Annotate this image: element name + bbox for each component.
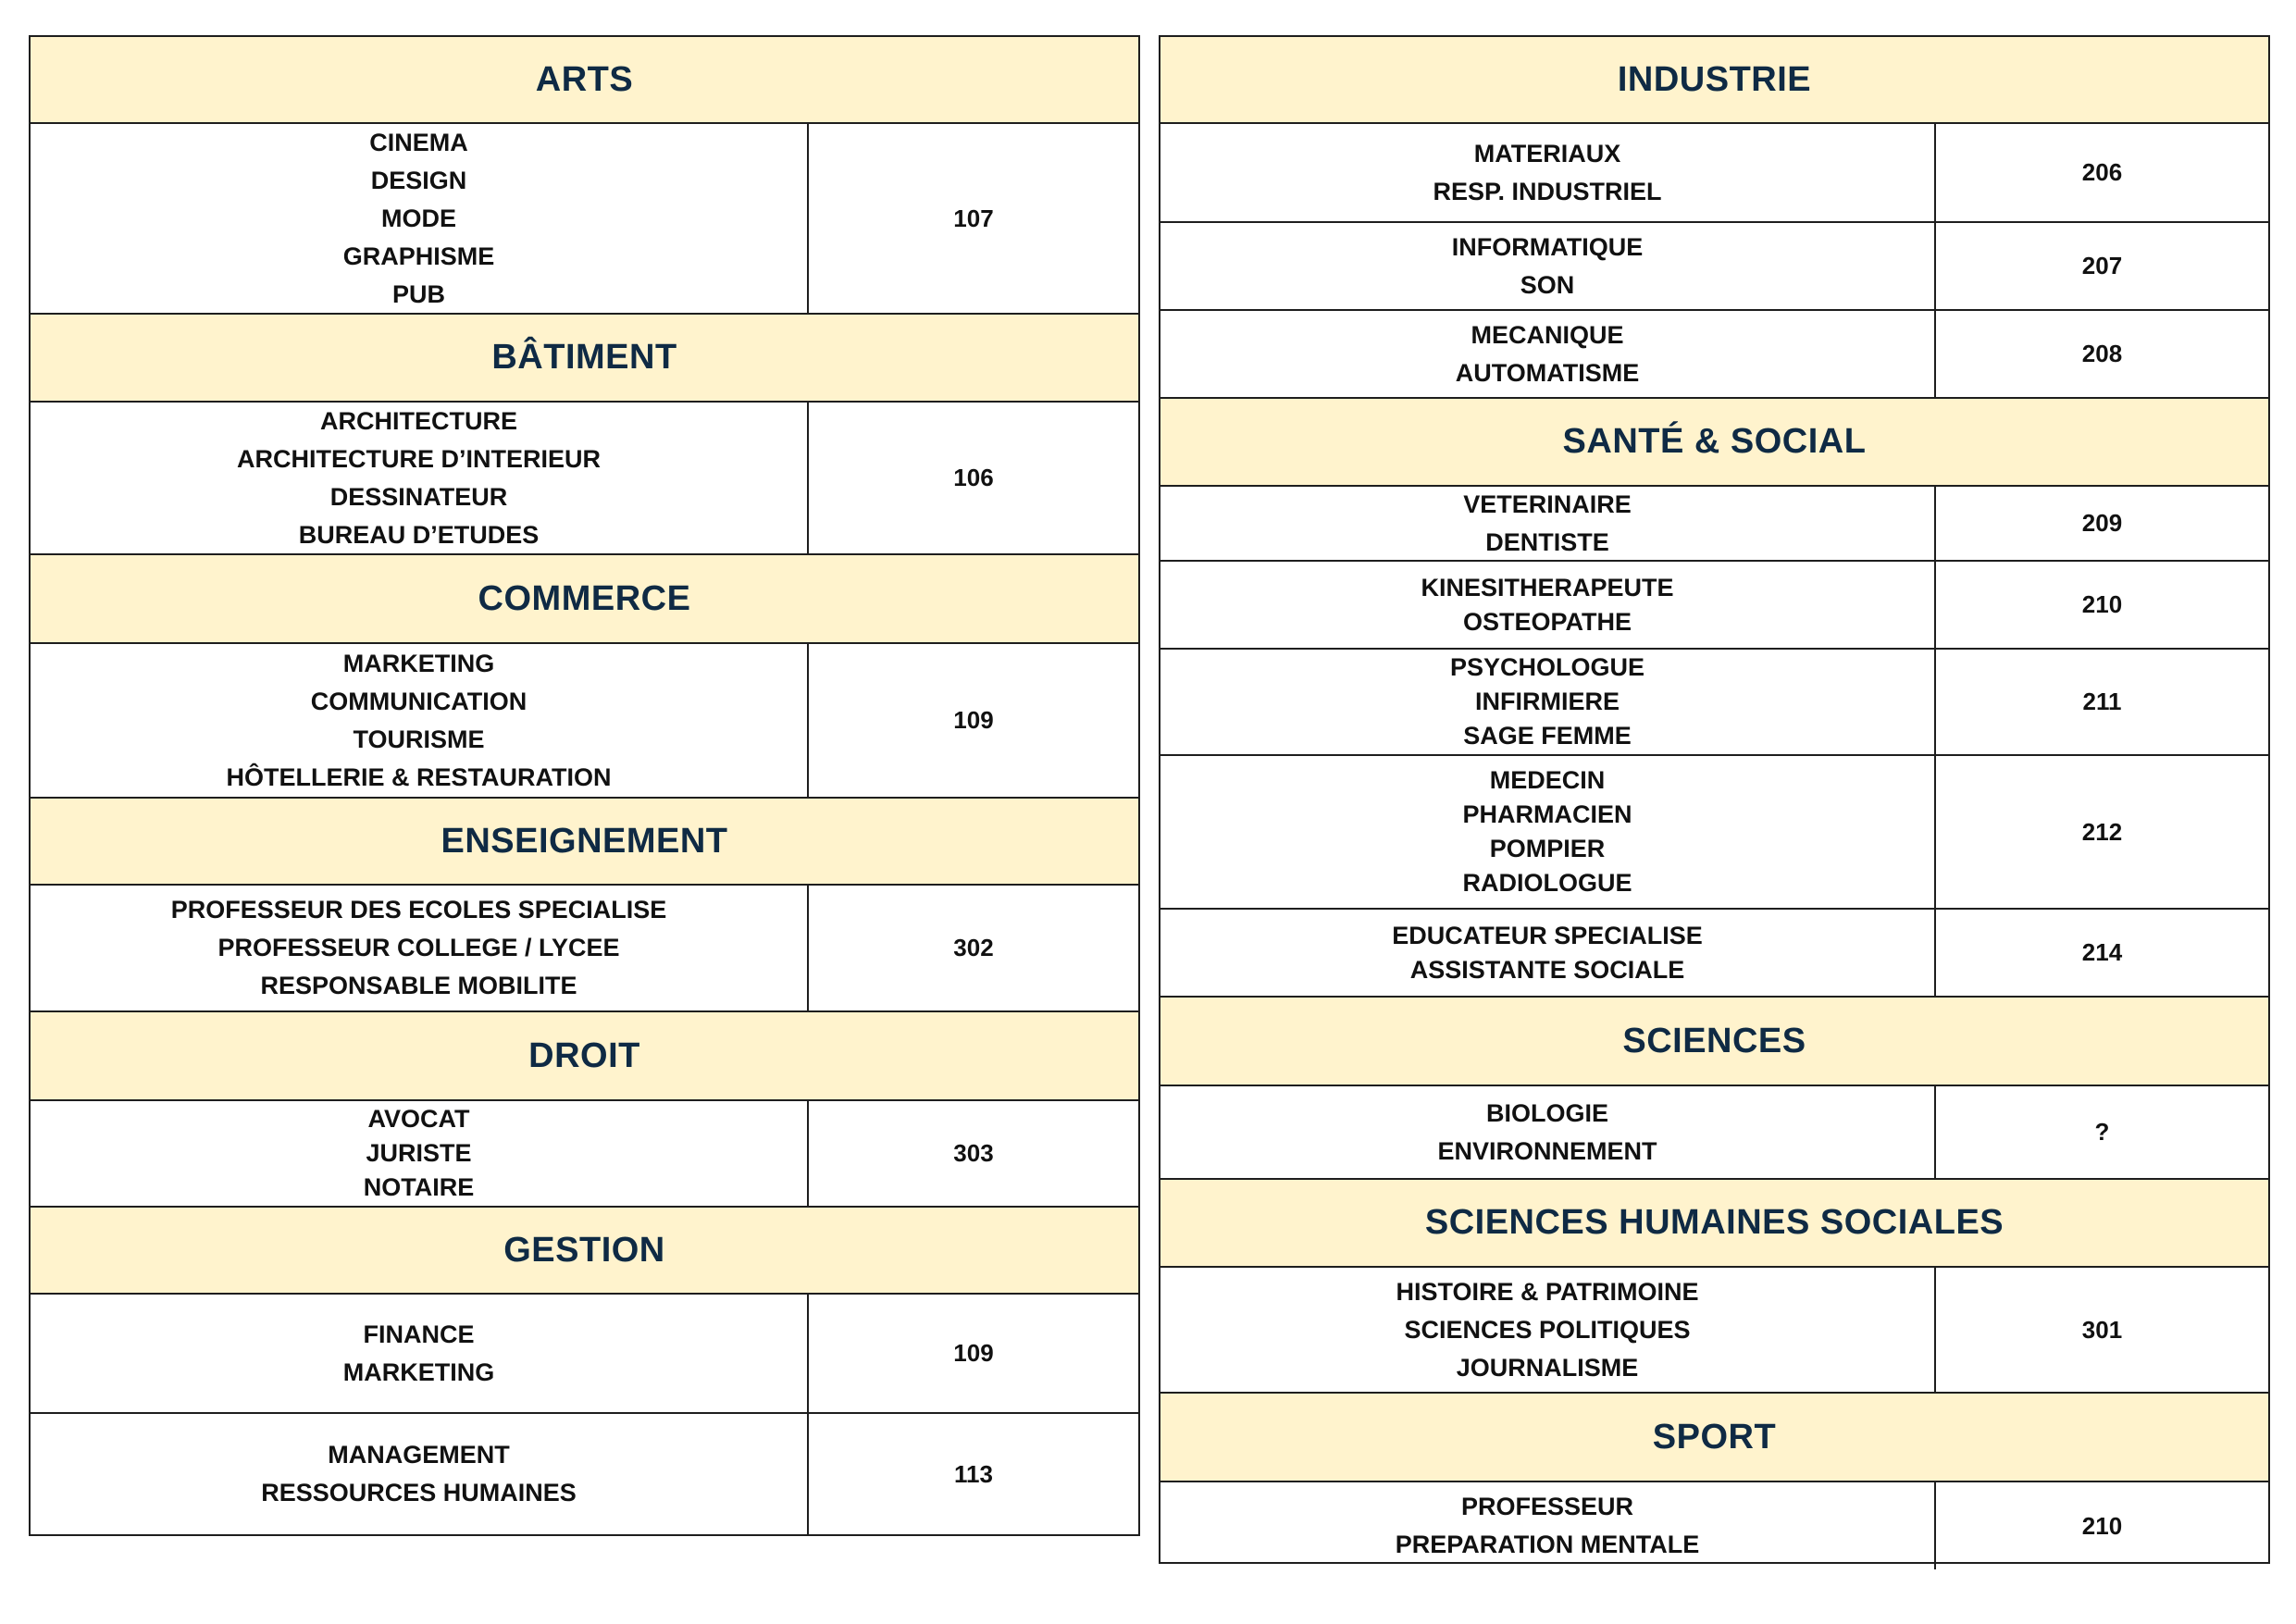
field-item: MEDECIN: [1489, 766, 1606, 794]
right-column-table: [1159, 35, 2270, 1564]
field-list: [31, 403, 809, 553]
section-title: SCIENCES: [1622, 1021, 1806, 1060]
field-item: MARKETING: [342, 1357, 495, 1386]
room-code: 207: [2081, 252, 2123, 279]
section-title: DROIT: [528, 1035, 640, 1075]
room-code: 212: [2081, 817, 2123, 846]
table-row: [31, 1414, 1138, 1534]
room-code: 208: [2081, 340, 2123, 367]
table-row: [1160, 910, 2268, 998]
field-list: [31, 124, 809, 313]
section-title: COMMERCE: [478, 578, 691, 618]
field-item: PUB: [391, 279, 445, 308]
section-header-sport: [1160, 1394, 2268, 1482]
field-item: PROFESSEUR DES ECOLES SPECIALISE: [170, 896, 667, 924]
section-header-droit: [31, 1012, 1138, 1101]
field-item: SCIENCES POLITIQUES: [1404, 1315, 1691, 1344]
field-list: [1160, 124, 1936, 221]
room-code: 206: [2081, 158, 2123, 186]
section-title: GESTION: [503, 1230, 665, 1270]
table-row: [1160, 487, 2268, 562]
field-item: FINANCE: [363, 1320, 475, 1348]
field-item: VETERINAIRE: [1463, 490, 1632, 518]
table-row: [31, 403, 1138, 555]
field-item: INFIRMIERE: [1474, 688, 1620, 715]
table-row: [31, 1101, 1138, 1208]
field-list: [1160, 1086, 1936, 1178]
section-title: BÂTIMENT: [491, 338, 677, 377]
field-item: BUREAU D’ETUDES: [298, 520, 540, 549]
room-code: ?: [2094, 1118, 2110, 1146]
field-list: [31, 644, 809, 797]
table-row: [1160, 756, 2268, 910]
room-code: 210: [2081, 1511, 2123, 1540]
field-item: CINEMA: [369, 128, 468, 156]
field-item: SAGE FEMME: [1463, 722, 1632, 750]
section-title: SCIENCES HUMAINES SOCIALES: [1424, 1203, 2004, 1242]
field-item: RESPONSABLE MOBILITE: [260, 972, 577, 999]
table-row: [1160, 311, 2268, 399]
field-item: MODE: [381, 204, 456, 232]
table-row: [1160, 223, 2268, 311]
table-row: [31, 886, 1138, 1012]
field-list: [1160, 650, 1936, 754]
field-item: RADIOLOGUE: [1462, 869, 1632, 897]
field-item: ENVIRONNEMENT: [1437, 1136, 1657, 1165]
field-item: GRAPHISME: [342, 242, 495, 270]
field-item: MANAGEMENT: [328, 1441, 510, 1469]
room-code: 113: [954, 1459, 993, 1488]
room-code: 211: [2082, 688, 2122, 715]
table-row: [1160, 1086, 2268, 1180]
table-row: [31, 644, 1138, 799]
table-row: [31, 124, 1138, 315]
field-list: [1160, 910, 1936, 996]
field-list: [31, 1295, 809, 1412]
section-title: INDUSTRIE: [1617, 59, 1812, 99]
table-row: [1160, 562, 2268, 650]
section-header-enseignement: [31, 799, 1138, 886]
table-row: [1160, 1482, 2268, 1569]
section-header-commerce: [31, 555, 1138, 644]
table-row: [1160, 124, 2268, 223]
field-list: [1160, 223, 1936, 309]
field-item: HISTOIRE & PATRIMOINE: [1396, 1277, 1699, 1306]
room-code: 106: [953, 464, 994, 491]
field-item: PREPARATION MENTALE: [1395, 1531, 1700, 1558]
field-item: EDUCATEUR SPECIALISE: [1392, 921, 1703, 949]
field-item: SON: [1520, 270, 1575, 299]
table-row: [31, 1295, 1138, 1414]
field-item: DESSINATEUR: [329, 482, 508, 511]
section-title: SPORT: [1652, 1417, 1777, 1457]
field-item: MARKETING: [342, 649, 495, 677]
field-item: DENTISTE: [1485, 527, 1609, 556]
room-code: 302: [953, 934, 994, 961]
field-item: RESSOURCES HUMAINES: [261, 1479, 577, 1506]
field-item: MATERIAUX: [1473, 139, 1621, 167]
field-item: OSTEOPATHE: [1462, 607, 1632, 636]
field-item: DESIGN: [370, 166, 467, 194]
field-list: [1160, 1268, 1936, 1392]
field-item: AUTOMATISME: [1455, 358, 1640, 387]
room-code: 303: [953, 1139, 994, 1167]
field-item: PSYCHOLOGUE: [1449, 653, 1645, 681]
field-item: COMMUNICATION: [310, 687, 527, 715]
field-item: ASSISTANTE SOCIALE: [1409, 955, 1685, 984]
field-item: NOTAIRE: [363, 1173, 475, 1201]
field-item: HÔTELLERIE & RESTAURATION: [226, 762, 612, 791]
table-row: [1160, 650, 2268, 756]
field-item: PROFESSEUR COLLEGE / LYCEE: [217, 934, 620, 961]
left-column-table: [29, 35, 1140, 1536]
section-header-arts: [31, 37, 1138, 124]
table-row: [1160, 1268, 2268, 1394]
field-item: KINESITHERAPEUTE: [1421, 573, 1674, 601]
field-item: PHARMACIEN: [1462, 800, 1632, 828]
field-list: [1160, 1482, 1936, 1569]
field-item: POMPIER: [1489, 835, 1606, 862]
field-list: [1160, 562, 1936, 648]
room-code: 209: [2081, 509, 2123, 537]
room-code: 214: [2081, 938, 2123, 966]
field-item: ARCHITECTURE: [320, 406, 517, 435]
field-list: [31, 1414, 809, 1534]
section-header-industrie: [1160, 37, 2268, 124]
field-item: JURISTE: [366, 1139, 472, 1167]
room-code: 107: [953, 204, 994, 232]
section-header-sciences-humaines-sociales: [1160, 1180, 2268, 1268]
section-header-batiment: [31, 315, 1138, 403]
field-item: AVOCAT: [367, 1105, 470, 1133]
field-item: BIOLOGIE: [1485, 1098, 1608, 1127]
field-item: MECANIQUE: [1471, 320, 1624, 349]
section-header-gestion: [31, 1208, 1138, 1295]
field-list: [1160, 756, 1936, 908]
room-code: 109: [953, 706, 994, 734]
room-code: 210: [2081, 590, 2123, 618]
section-title: SANTÉ & SOCIAL: [1562, 422, 1867, 461]
field-list: [1160, 487, 1936, 560]
field-item: RESP. INDUSTRIEL: [1433, 177, 1662, 205]
field-list: [31, 1101, 809, 1206]
field-item: ARCHITECTURE D’INTERIEUR: [236, 444, 601, 473]
section-header-sciences: [1160, 998, 2268, 1086]
field-item: JOURNALISME: [1456, 1353, 1639, 1382]
field-list: [31, 886, 809, 1010]
section-title: ARTS: [535, 59, 634, 99]
field-item: TOURISME: [353, 725, 485, 753]
room-code: 301: [2081, 1315, 2123, 1344]
field-list: [1160, 311, 1936, 397]
field-item: PROFESSEUR: [1460, 1493, 1634, 1520]
section-title: ENSEIGNEMENT: [441, 821, 728, 861]
room-code: 109: [953, 1339, 994, 1367]
section-header-sante-social: [1160, 399, 2268, 487]
field-item: INFORMATIQUE: [1451, 232, 1644, 261]
